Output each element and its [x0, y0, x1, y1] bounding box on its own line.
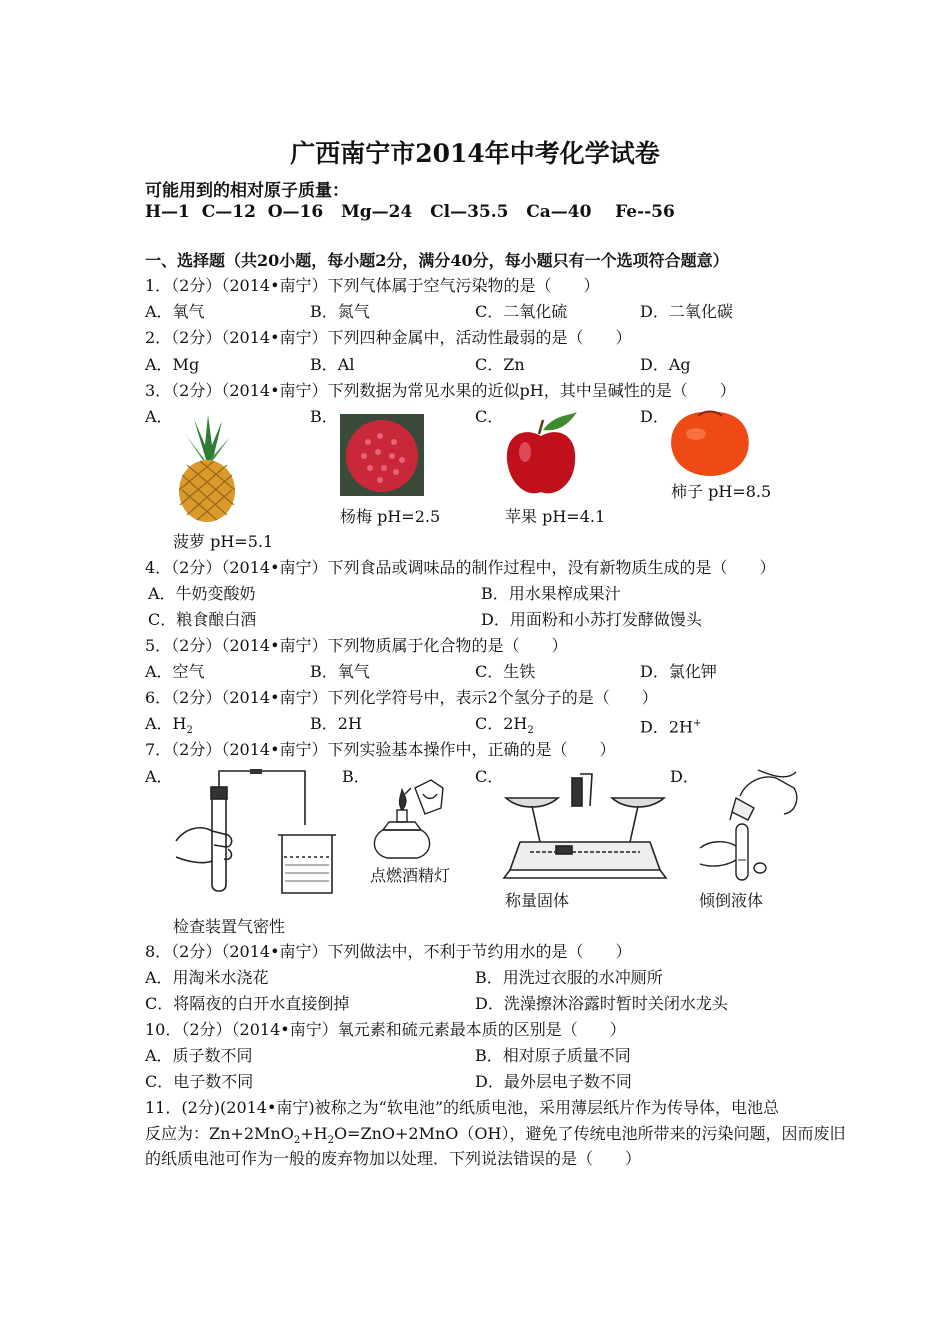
- q8-option-b: B．用洗过衣服的水冲厕所: [475, 968, 663, 987]
- q3-caption-b: 杨梅 pH=2.5: [340, 507, 441, 526]
- airtight-check-apparatus-image: [172, 765, 342, 897]
- q7-option-a: A．: [145, 767, 173, 786]
- q1-option-d: D．二氧化碳: [640, 302, 733, 321]
- atomic-mass-label: 可能用到的相对原子质量：: [145, 181, 349, 201]
- q6-option-a: A．$H_2$: [145, 714, 193, 737]
- q7-caption-d: 倾倒液体: [699, 891, 764, 910]
- q3-option-c: C．: [475, 407, 504, 426]
- question-11-line-2: 反应为：$Zn+2MnO_2+H_2O=ZnO+2MnO(OH)$，避免了传统电池所带来的污染问题，因而废旧: [145, 1124, 846, 1147]
- q8-option-a: A．用淘米水浇花: [145, 968, 269, 987]
- q10-option-d: D．最外层电子数不同: [475, 1072, 632, 1091]
- question-10-stem: 10．（2分）（2014•南宁）氧元素和硫元素最本质的区别是（ ）: [145, 1020, 626, 1039]
- q1-option-a: A．氧气: [145, 302, 205, 321]
- q7-caption-a: 检查装置气密性: [173, 917, 286, 936]
- q4-option-c: C．粮食酿白酒: [148, 610, 257, 629]
- question-11-line-3: 的纸质电池可作为一般的废弃物加以处理．下列说法错误的是（ ）: [145, 1149, 642, 1168]
- pouring-liquid-image: [696, 768, 800, 886]
- q6-option-b: B．2H: [310, 714, 362, 733]
- question-2-stem: 2．（2分）（2014•南宁）下列四种金属中，活动性最弱的是（ ）: [145, 328, 632, 347]
- q2-option-d: D．Ag: [640, 355, 691, 374]
- q7-caption-c: 称量固体: [505, 891, 570, 910]
- q3-option-a: A．: [145, 407, 173, 426]
- section-heading: 一、选择题（共20小题，每小题2分，满分40分，每小题只有一个选项符合题意）: [145, 251, 729, 270]
- q7-caption-b: 点燃酒精灯: [370, 866, 451, 885]
- q3-caption-c: 苹果 pH=4.1: [505, 507, 606, 526]
- q8-option-d: D．洗澡擦沐浴露时暂时关闭水龙头: [475, 994, 728, 1013]
- q4-option-a: A．牛奶变酸奶: [148, 584, 256, 603]
- q2-option-c: C．Zn: [475, 355, 525, 374]
- question-3-stem: 3．（2分）（2014•南宁）下列数据为常见水果的近似pH，其中呈碱性的是（ ）: [145, 381, 736, 400]
- q10-option-b: B．相对原子质量不同: [475, 1046, 631, 1065]
- q10-option-c: C．电子数不同: [145, 1072, 254, 1091]
- waxberry-image: [340, 414, 424, 496]
- atomic-masses: H—1 C—12 O—16 Mg—24 Cl—35.5 Ca—40 Fe--56: [145, 202, 675, 222]
- q3-caption-d: 柿子 pH=8.5: [671, 482, 772, 501]
- q6-option-d: D．2H+: [640, 717, 702, 737]
- q8-option-c: C．将隔夜的白开水直接倒掉: [145, 994, 350, 1013]
- page-title: 广西南宁市2014年中考化学试卷: [290, 139, 660, 168]
- q7-option-d: D．: [670, 767, 699, 786]
- question-6-stem: 6．（2分）（2014•南宁）下列化学符号中，表示2个氢分子的是（ ）: [145, 688, 658, 707]
- question-1-stem: 1．（2分）（2014•南宁）下列气体属于空气污染物的是（ ）: [145, 276, 600, 295]
- q5-option-c: C．生铁: [475, 662, 536, 681]
- q5-option-a: A．空气: [145, 662, 205, 681]
- question-7-stem: 7．（2分）（2014•南宁）下列实验基本操作中，正确的是（ ）: [145, 740, 616, 759]
- q6-option-c: C．$2H_2$: [475, 714, 534, 737]
- question-5-stem: 5．（2分）（2014•南宁）下列物质属于化合物的是（ ）: [145, 636, 568, 655]
- q3-option-d: D．: [640, 407, 669, 426]
- q5-option-d: D．氯化钾: [640, 662, 717, 681]
- question-11-line-1: 11．(2分)(2014•南宁)被称之为“软电池”的纸质电池，采用薄层纸片作为传导体，电池总: [145, 1098, 780, 1117]
- apple-image: [503, 410, 579, 498]
- q10-option-a: A．质子数不同: [145, 1046, 253, 1065]
- q4-option-b: B．用水果榨成果汁: [481, 584, 621, 603]
- q1-option-c: C．二氧化硫: [475, 302, 568, 321]
- alcohol-lamp-image: [365, 774, 449, 862]
- balance-scale-image: [500, 770, 670, 882]
- q4-option-d: D．用面粉和小苏打发酵做馒头: [481, 610, 702, 629]
- q1-option-b: B．氮气: [310, 302, 370, 321]
- q5-option-b: B．氧气: [310, 662, 370, 681]
- question-8-stem: 8．（2分）（2014•南宁）下列做法中，不利于节约用水的是（ ）: [145, 942, 632, 961]
- persimmon-image: [668, 406, 752, 478]
- q3-caption-a: 菠萝 pH=5.1: [173, 532, 274, 551]
- question-4-stem: 4．（2分）（2014•南宁）下列食品或调味品的制作过程中，没有新物质生成的是（ ）: [145, 558, 776, 577]
- q2-option-b: B．Al: [310, 355, 355, 374]
- q7-option-c: C．: [475, 767, 504, 786]
- pineapple-image: [172, 415, 242, 523]
- q3-option-b: B．: [310, 407, 338, 426]
- q2-option-a: A．Mg: [145, 355, 200, 374]
- q7-option-b: B．: [342, 767, 370, 786]
